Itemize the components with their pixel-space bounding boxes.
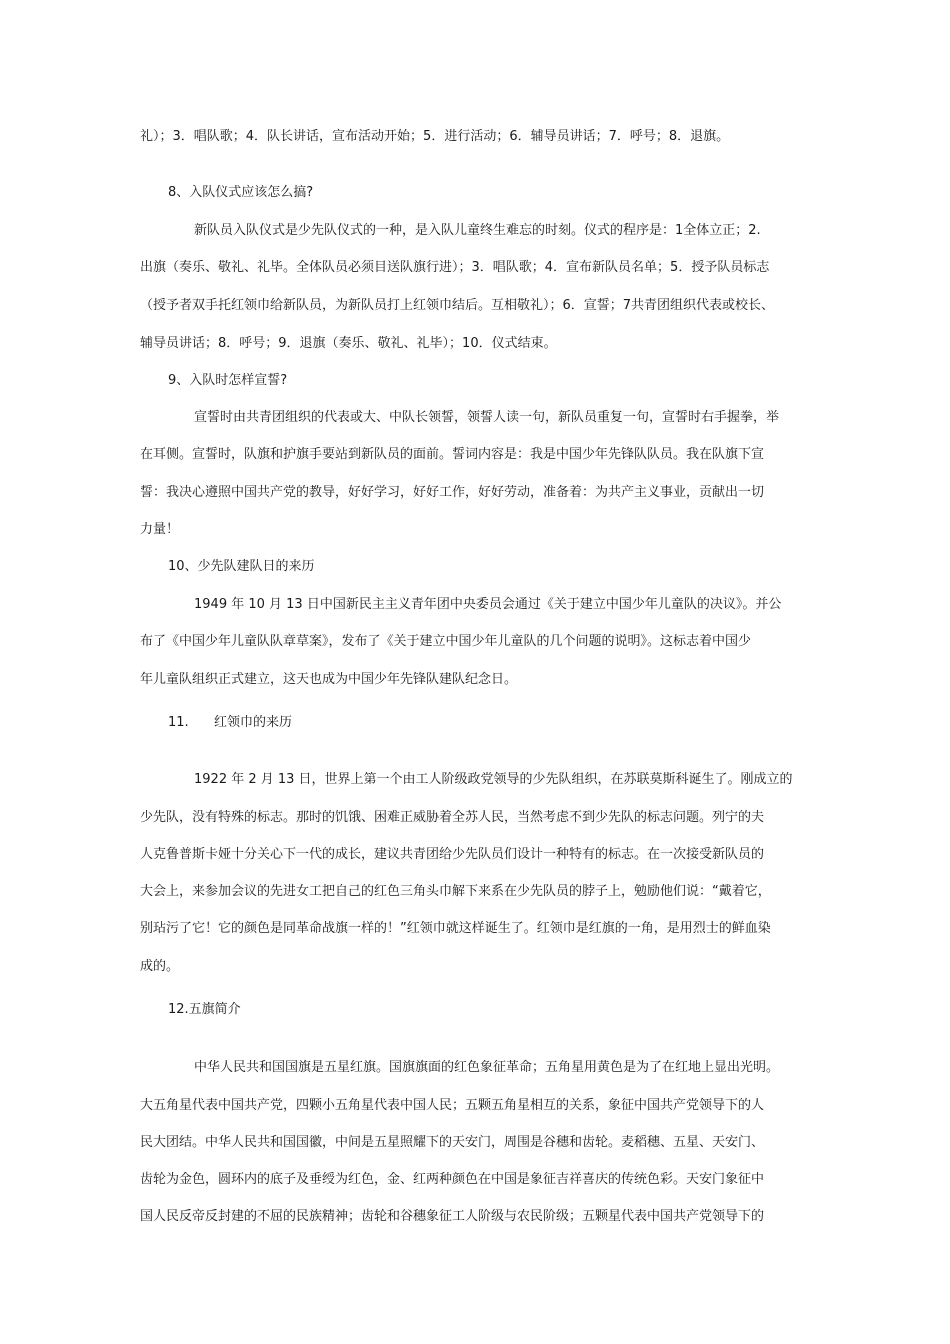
paragraph-line: 1949 年 10 月 13 日中国新民主主义青年团中央委员会通过《关于建立中国少年儿童队的决议》。并公	[194, 597, 782, 612]
paragraph-line: 宣誓时由共青团组织的代表或大、中队长领誓，领誓人读一句，新队员重复一句，宣誓时右手握拳，举	[194, 410, 780, 425]
paragraph-line: 成的。	[140, 959, 180, 974]
paragraph-line: 在耳侧。宣誓时，队旗和护旗手要站到新队员的面前。誓词内容是：我是中国少年先锋队队员。我在队旗下宣	[140, 447, 765, 462]
section-heading-number: 11.	[168, 715, 189, 730]
paragraph-line: 中华人民共和国国旗是五星红旗。国旗旗面的红色象征革命；五角星用黄色是为了在红地上显出光明。	[194, 1060, 780, 1075]
paragraph-line: 别玷污了它！它的颜色是同革命战旗一样的！”红领巾就这样诞生了。红领巾是红旗的一角，是用烈士的鲜血染	[140, 921, 771, 936]
paragraph-line: 大五角星代表中国共产党，四颗小五角星代表中国人民；五颗五角星相互的关系，象征中国共产党领导下的人	[140, 1098, 765, 1113]
section-heading-9: 9、入队时怎样宣誓?	[168, 373, 288, 388]
paragraph-line: 大会上，来参加会议的先进女工把自己的红色三角头巾解下来系在少先队员的脖子上，勉励他们说：“戴着它，	[140, 884, 771, 899]
paragraph-line: 国人民反帝反封建的不屈的民族精神；齿轮和谷穗象征工人阶级与农民阶级；五颗星代表中国共产党领导下的	[140, 1209, 765, 1224]
paragraph-line: 1922 年 2 月 13 日，世界上第一个由工人阶级政党领导的少先队组织，在苏联莫斯科诞生了。刚成立的	[194, 772, 793, 787]
paragraph-line: 少先队，没有特殊的标志。那时的饥饿、困难正威胁着全苏人民，当然考虑不到少先队的标志问题。列宁的夫	[140, 810, 765, 825]
intro-line: 礼）；3．唱队歌；4．队长讲话，宣布活动开始；5．进行活动；6．辅导员讲话；7．呼号；8．退旗。	[140, 129, 730, 144]
paragraph-line: 人克鲁普斯卡娅十分关心下一代的成长，建议共青团给少先队员们设计一种特有的标志。在一次接受新队员的	[140, 847, 765, 862]
paragraph-line: 民大团结。中华人民共和国国徽，中间是五星照耀下的天安门，周围是谷穗和齿轮。麦稻穗、五星、天安门、	[140, 1135, 765, 1150]
section-heading-8: 8、入队仪式应该怎么搞?	[168, 185, 314, 200]
paragraph-line: （授予者双手托红领巾给新队员，为新队员打上红领巾结后。互相敬礼）；6．宣誓；7共青团组织代表或校长、	[140, 298, 775, 313]
section-heading-10: 10、少先队建队日的来历	[168, 559, 315, 574]
section-heading-text: 红领巾的来历	[214, 715, 293, 730]
paragraph-line: 辅导员讲话；8．呼号；9．退旗（奏乐、敬礼、礼毕）；10．仪式结束。	[140, 336, 557, 351]
paragraph-line: 誓：我决心遵照中国共产党的教导，好好学习，好好工作，好好劳动，准备着：为共产主义事业，贡献出一切	[140, 485, 765, 500]
paragraph-line: 新队员入队仪式是少先队仪式的一种，是入队儿童终生难忘的时刻。仪式的程序是：1全体立正；2.	[194, 223, 761, 238]
paragraph-line: 年儿童队组织正式建立，这天也成为中国少年先锋队建队纪念日。	[140, 672, 518, 687]
paragraph-line: 力量！	[140, 522, 180, 537]
paragraph-line: 出旗（奏乐、敬礼、礼毕。全体队员必须目送队旗行进）；3．唱队歌；4．宣布新队员名单；5．授予队员标志	[140, 260, 770, 275]
section-heading-12: 12.五旗简介	[168, 1002, 241, 1017]
paragraph-line: 齿轮为金色，圆环内的底子及垂绶为红色，金、红两种颜色在中国是象征吉祥喜庆的传统色彩。天安门象征中	[140, 1172, 765, 1187]
section-heading-11	[168, 713, 292, 733]
paragraph-line: 布了《中国少年儿童队队章草案》，发布了《关于建立中国少年儿童队的几个问题的说明》。这标志着中国少	[140, 634, 752, 649]
